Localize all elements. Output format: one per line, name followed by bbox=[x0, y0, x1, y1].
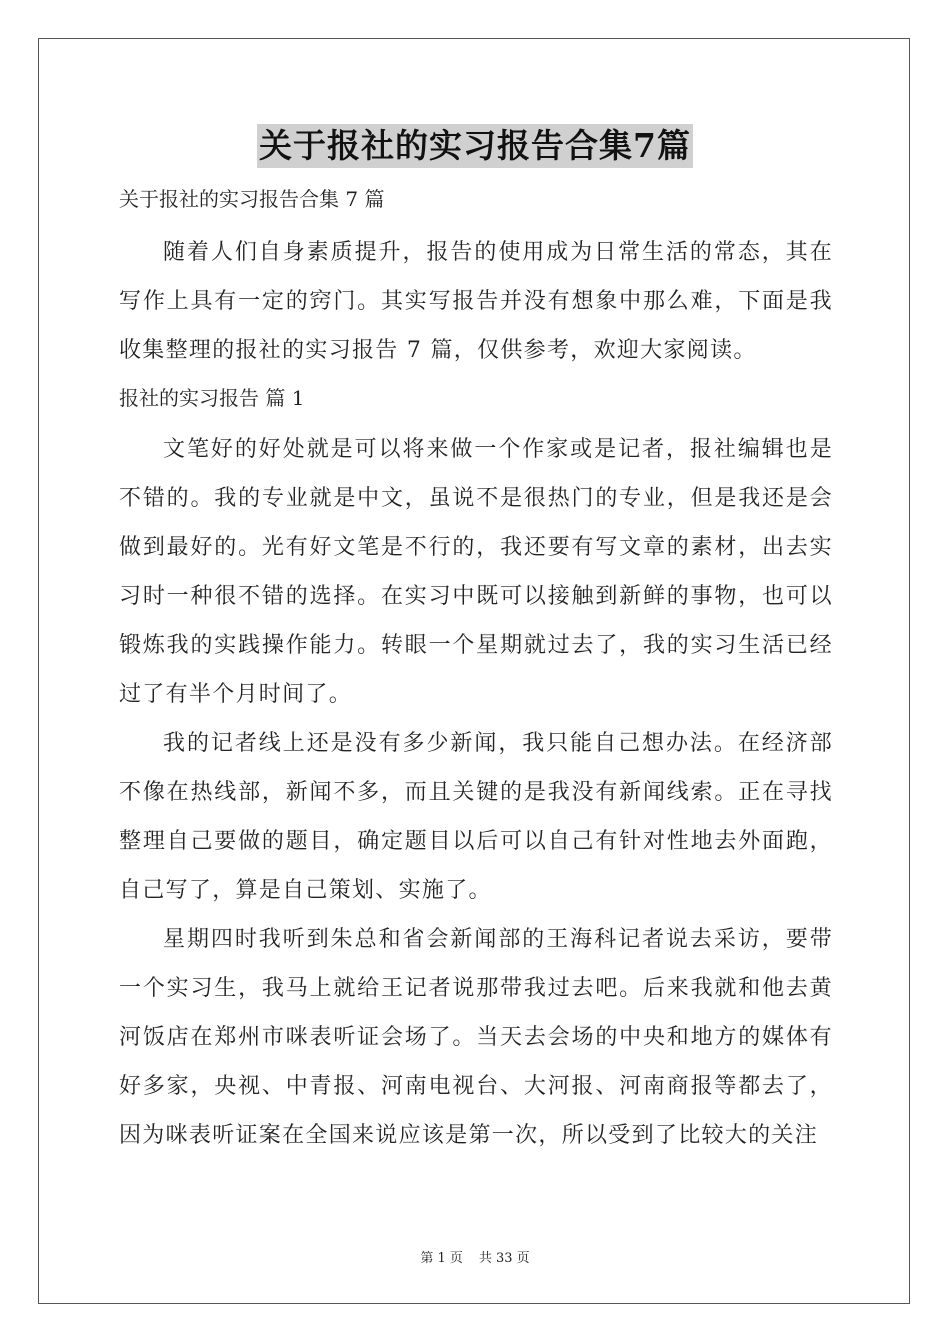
title-area bbox=[0, 124, 950, 168]
document-subtitle: 关于报社的实习报告合集 7 篇 bbox=[119, 187, 385, 211]
page-footer bbox=[0, 1247, 950, 1266]
body-paragraph-1: 文笔好的好处就是可以将来做一个作家或是记者，报社编辑也是不错的。我的专业就是中文，虽说不是很热门的专业，但是我还是会做到最好的。光有好文笔是不行的，我还要有写文章的素材，出去实习时一种很不错的选择。在实习中既可以接触到新鲜的事物，也可以锻炼我的实践操作能力。转眼一个星期就过去了，我的实习生活已经过了有半个月时间了。 bbox=[119, 437, 833, 707]
body-paragraph-3: 星期四时我听到朱总和省会新闻部的王海科记者说去采访，要带一个实习生，我马上就给王记者说那带我过去吧。后来我就和他去黄河饭店在郑州市咪表听证会场了。当天去会场的中央和地方的媒体有好多家，央视、中青报、河南电视台、大河报、河南商报等都去了，因为咪表听证案在全国来说应该是第一次，所以受到了比较大的关注 bbox=[119, 927, 833, 1148]
document-title: 关于报社的实习报告合集7篇 bbox=[257, 124, 693, 168]
section-heading: 报社的实习报告 篇 1 bbox=[119, 386, 305, 410]
body-paragraph-2: 我的记者线上还是没有多少新闻，我只能自己想办法。在经济部不像在热线部，新闻不多，而且关键的是我没有新闻线索。正在寻找整理自己要做的题目，确定题目以后可以自己有针对性地去外面跑，自己写了，算是自己策划、实施了。 bbox=[119, 731, 833, 903]
page-total: 共 33 页 bbox=[478, 1251, 530, 1266]
intro-paragraph: 随着人们自身素质提升，报告的使用成为日常生活的常态，其在写作上具有一定的窍门。其实写报告并没有想象中那么难，下面是我收集整理的报社的实习报告 7 篇，仅供参考，欢迎大家阅读。 bbox=[119, 240, 833, 363]
document-body bbox=[119, 180, 833, 1160]
page-number: 第 1 页 bbox=[420, 1251, 463, 1266]
